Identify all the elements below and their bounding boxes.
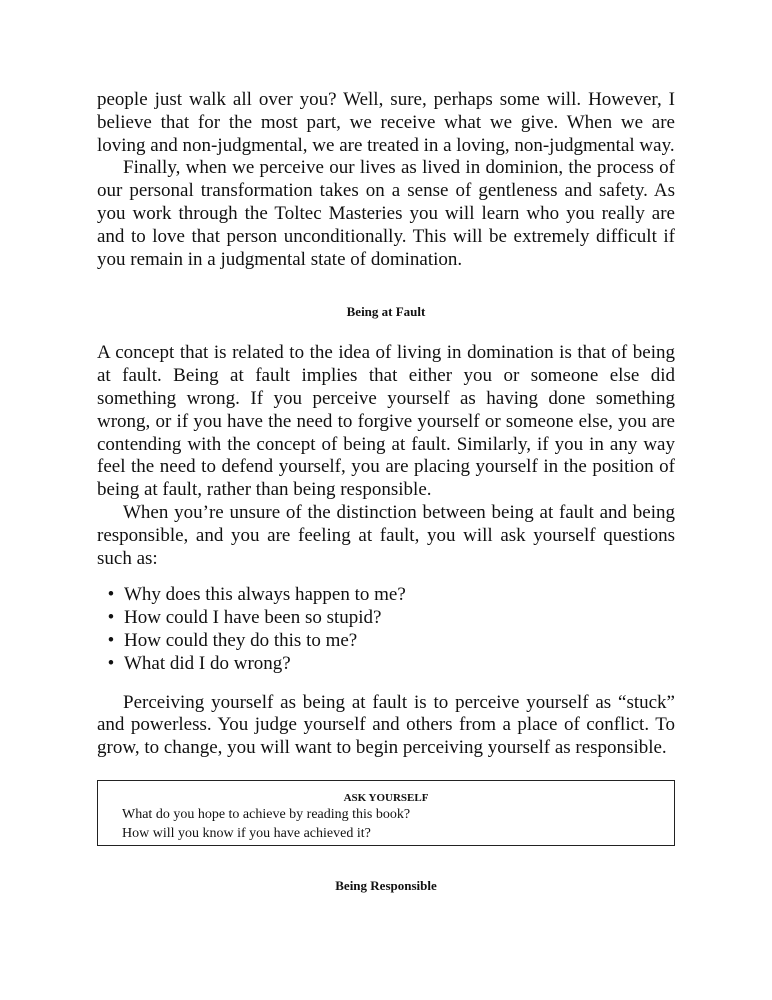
bullet-icon: •: [107, 584, 115, 606]
ask-yourself-box: [97, 780, 675, 846]
list-item-text: Why does this always happen to me?: [124, 584, 406, 606]
question-list: [97, 584, 675, 675]
page-content: [97, 89, 675, 894]
body-paragraph: A concept that is related to the idea of living in domination is that of being at fault. Being at fault implies that either you or someone else did something wrong. If you perceive yourself as having done something wrong, or if you have the need to forgive yourself or someone else, you are contending with the concept of being at fault. Similarly, if you in any way feel the need to defend yourself, you are placing yourself in the position of being at fault, rather than being responsible.: [97, 342, 675, 501]
ask-yourself-line: What do you hope to achieve by reading this book?: [122, 806, 411, 822]
list-item: [107, 607, 675, 630]
list-item-text: What did I do wrong?: [124, 652, 291, 674]
bullet-icon: •: [107, 607, 115, 629]
list-item: [107, 652, 675, 676]
body-paragraph: Perceiving yourself as being at fault is to perceive yourself as “stuck” and powerless. You judge yourself and others from a place of conflict. To grow, to change, you will want to begin perceiving yourself as responsible.: [97, 691, 675, 759]
list-item-text: How could I have been so stupid?: [124, 607, 382, 629]
body-paragraph: Finally, when we perceive our lives as lived in dominion, the process of our personal transformation takes on a sense of gentleness and safety. As you work through the Toltec Masteries you will learn who you really are and to love that person unconditionally. This will be extremely difficult if you remain in a judgmental state of domination.: [97, 157, 675, 270]
ask-yourself-title: ASK YOURSELF: [343, 791, 429, 804]
body-paragraph: people just walk all over you? Well, sure, perhaps some will. However, I believe that for the most part, we receive what we give. When we are loving and non-judgmental, we are treated in a loving, non-judgmental way.: [97, 89, 675, 156]
body-paragraph: When you’re unsure of the distinction between being at fault and being responsible, and you are feeling at fault, you will ask yourself questions such as:: [97, 501, 675, 569]
section-heading-being-responsible: Being Responsible: [335, 877, 437, 893]
bullet-icon: •: [107, 652, 115, 674]
list-item: [107, 629, 675, 653]
section-heading-being-at-fault: Being at Fault: [346, 304, 426, 320]
bullet-icon: •: [107, 629, 115, 651]
ask-yourself-line: How will you know if you have achieved it?: [122, 825, 371, 841]
list-item: [107, 584, 675, 607]
list-item-text: How could they do this to me?: [124, 629, 358, 651]
